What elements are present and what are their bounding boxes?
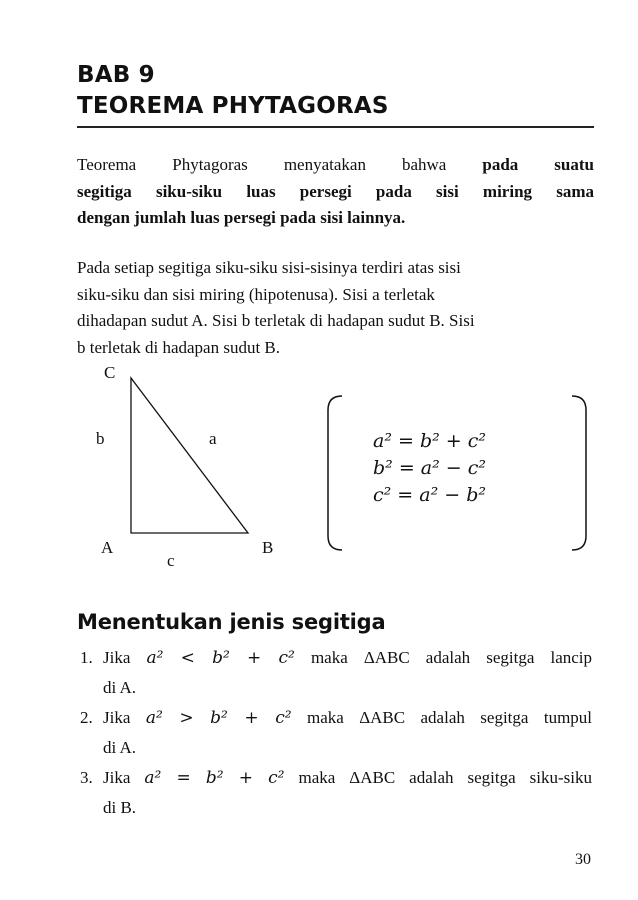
intro-line-1-regular: Teorema Phytagoras menyatakan bahwa (77, 155, 447, 174)
description-line-1: Pada setiap segitiga siku-siku sisi-sisinya terdiri atas sisi (77, 258, 461, 277)
intro-line-3-bold: dengan jumlah luas persegi pada sisi lainnya. (77, 208, 406, 227)
intro-line-2-bold: segitiga siku-siku luas persegi pada sisi miring sama (77, 181, 594, 201)
right-bracket (572, 396, 586, 550)
intro-line-1-bold: pada suatu (482, 155, 594, 174)
description-line-2: siku-siku dan sisi miring (hipotenusa). Sisi a terletak (77, 284, 435, 304)
formula-row-3: c² = a² − b² (373, 484, 486, 506)
list-item-number: 3. (80, 768, 93, 787)
list-item (80, 643, 592, 703)
triangle-shape (131, 378, 248, 533)
list-item-number: 2. (80, 708, 93, 727)
intro-line-3 (77, 205, 594, 232)
list-item-line (103, 763, 592, 793)
list-item (80, 763, 592, 823)
heading-underline (77, 126, 594, 128)
formula-row-1: a² = b² + c² (373, 430, 486, 452)
side-c-label: c (167, 551, 175, 570)
list-item-prefix: Jika (103, 768, 131, 787)
vertex-c-label: C (104, 363, 116, 382)
chapter-label: BAB 9 (77, 62, 155, 88)
list-item-line (103, 643, 592, 673)
list-item-prefix: Jika (103, 708, 131, 727)
page-number: 30 (575, 851, 591, 868)
list-item-line (103, 703, 592, 733)
side-b-label: b (96, 429, 105, 448)
chapter-title: TEOREMA PHYTAGORAS (77, 93, 389, 119)
list-item-continuation: di A. (103, 738, 137, 757)
intro-line-2 (77, 179, 594, 206)
intro-line-1 (77, 152, 594, 179)
list-item-suffix: maka ΔABC adalah segitga tumpul (306, 708, 593, 727)
list-item-condition: a² > b² + c² (145, 708, 292, 728)
list-item-condition: a² < b² + c² (146, 648, 295, 668)
left-bracket (328, 396, 342, 550)
section-title: Menentukan jenis segitiga (77, 610, 386, 634)
description-line-3: dihadapan sudut A. Sisi b terletak di hadapan sudut B. Sisi (77, 311, 475, 330)
vertex-b-label: B (262, 538, 274, 557)
vertex-a-label: A (101, 538, 114, 557)
description-line-4: b terletak di hadapan sudut B. (77, 337, 281, 357)
description-paragraph (77, 255, 594, 361)
list-item-continuation: di B. (103, 798, 137, 817)
formula-row-2: b² = a² − c² (373, 457, 486, 479)
list-item-suffix: maka ΔABC adalah segitga lancip (310, 648, 593, 667)
list-item-suffix: maka ΔABC adalah segitga siku-siku (298, 768, 593, 787)
list-item-condition: a² = b² + c² (144, 768, 285, 788)
list-item-number: 1. (80, 648, 93, 667)
list-item-prefix: Jika (103, 648, 131, 667)
intro-paragraph (77, 152, 594, 232)
list-item (80, 703, 592, 763)
side-a-label: a (209, 429, 217, 448)
list-item-continuation: di A. (103, 678, 137, 697)
triangle-type-list (80, 643, 592, 823)
